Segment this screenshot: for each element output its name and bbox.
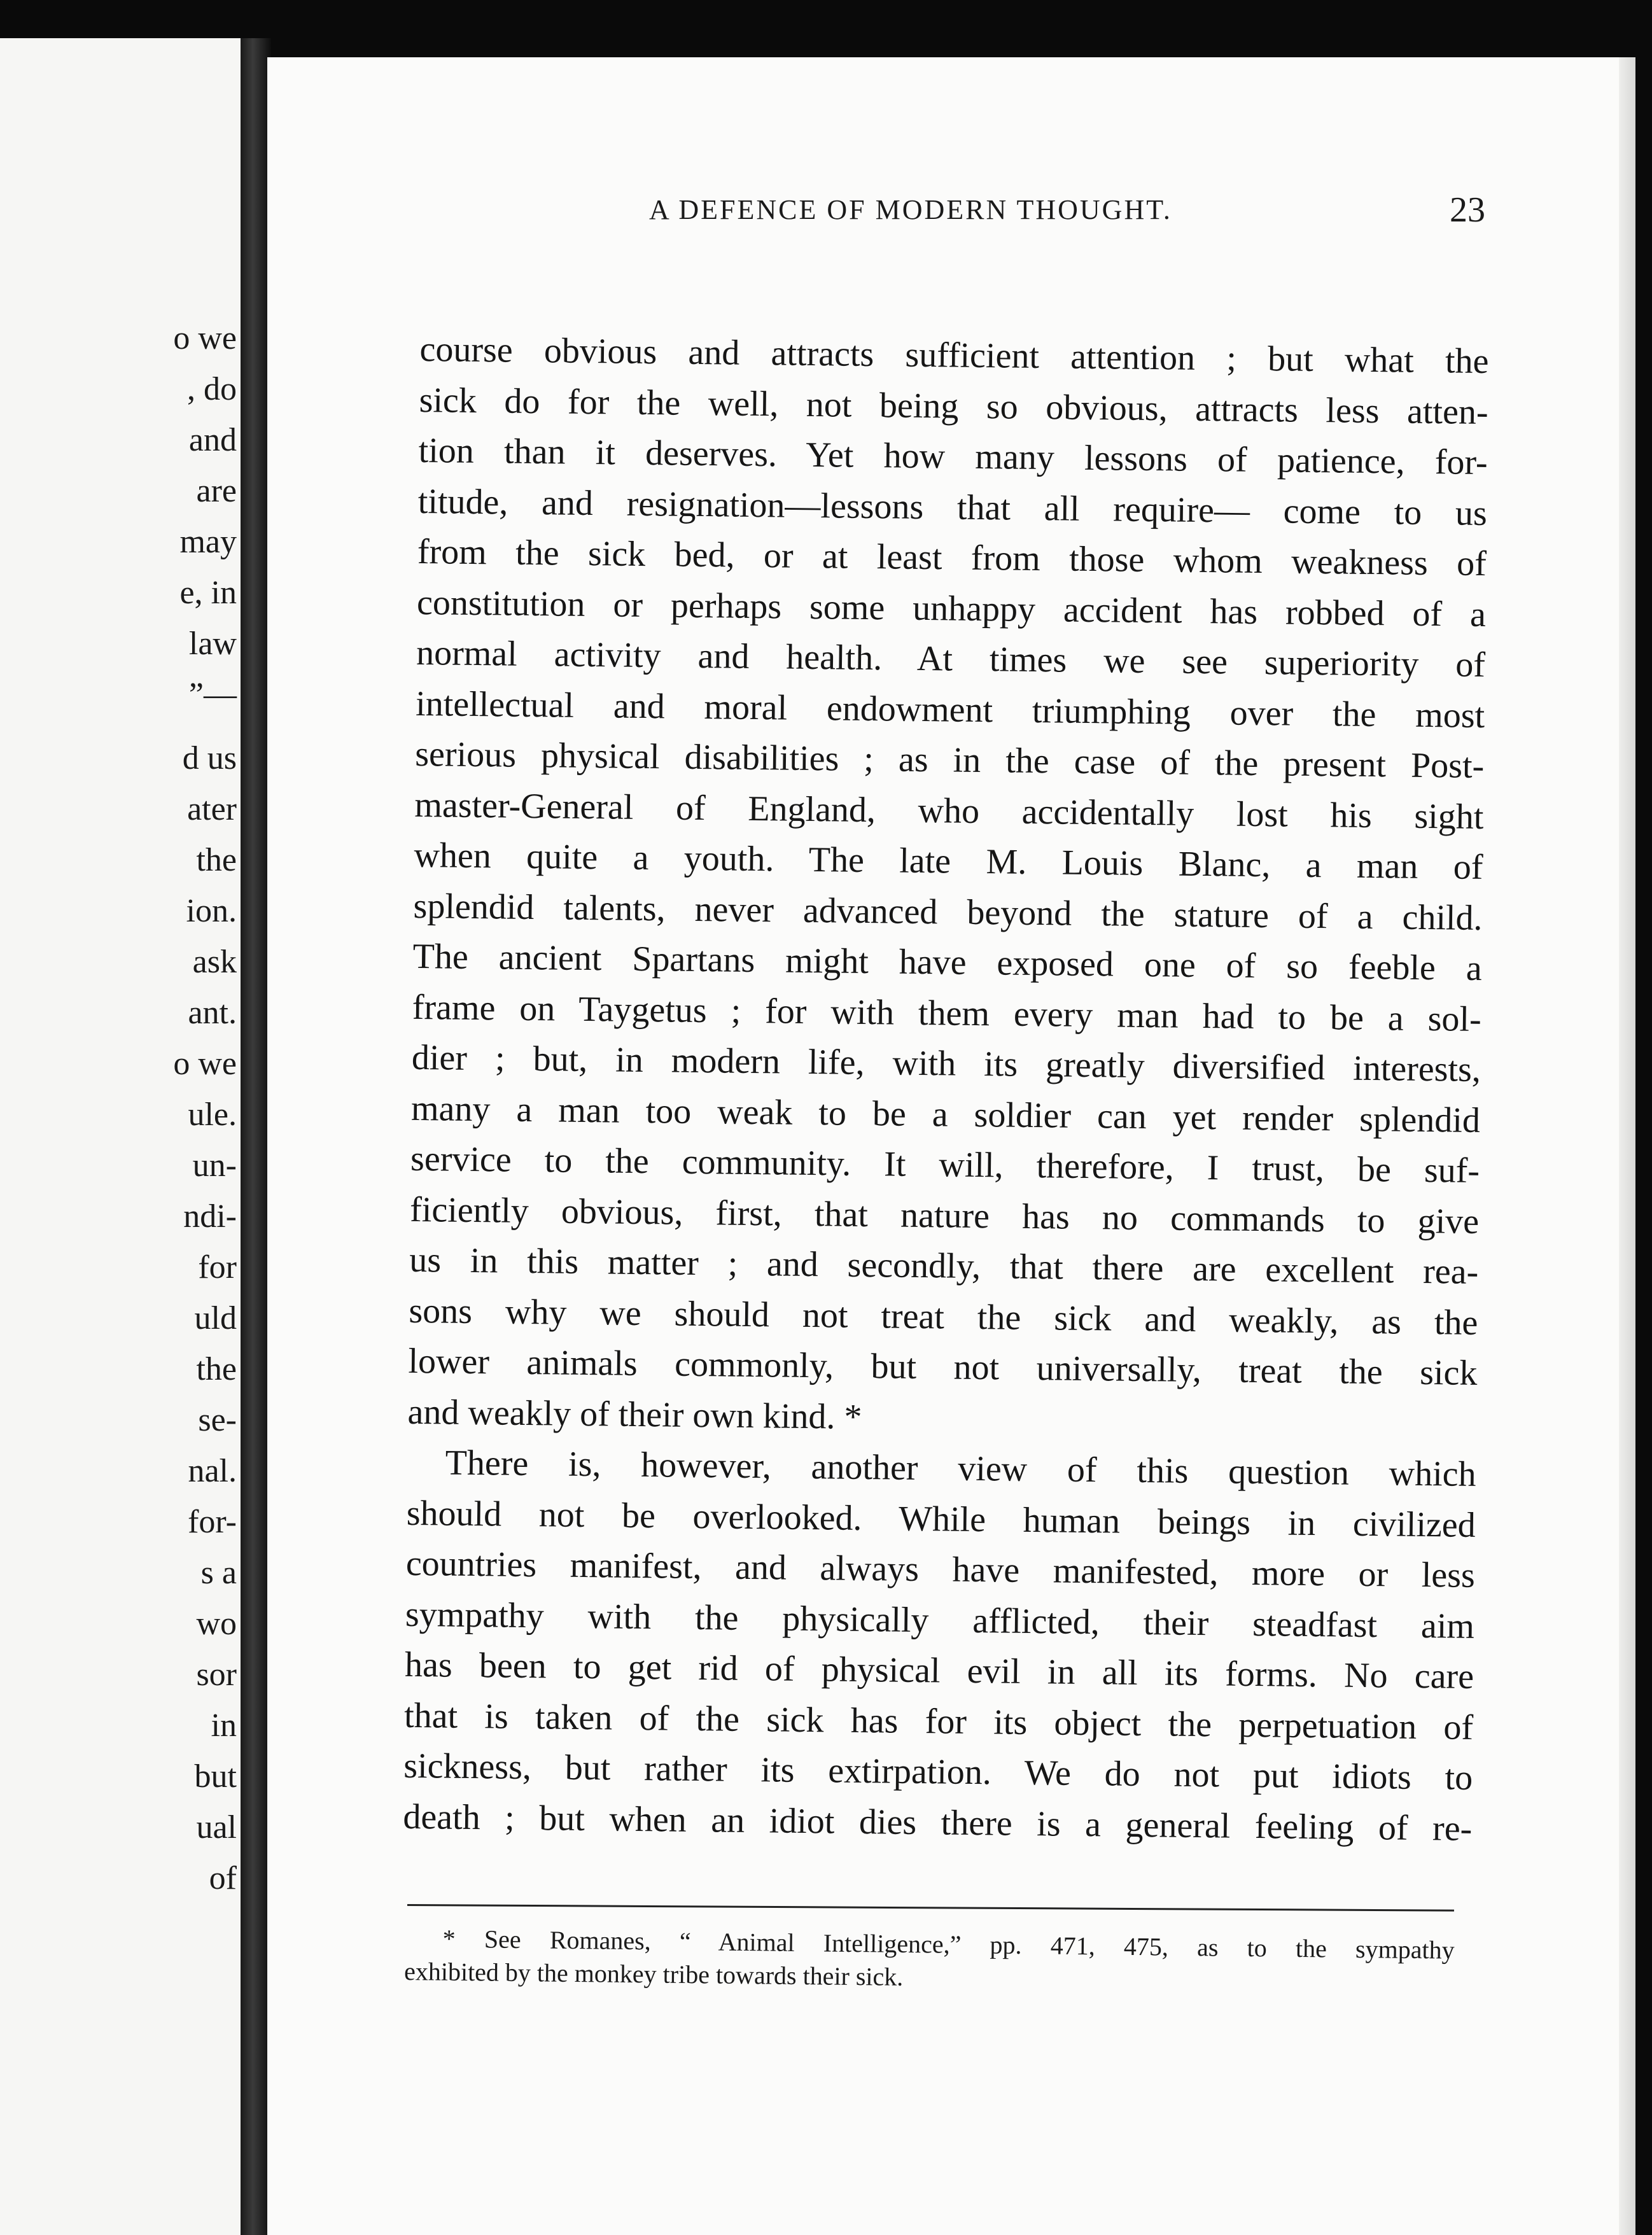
- text-line: sympathy with the physically afflicted, their steadfast aim: [405, 1594, 1475, 1646]
- left-page-fragment: ion.: [186, 893, 237, 929]
- left-page-fragment: wo: [196, 1606, 237, 1642]
- book-gutter: [241, 38, 271, 2235]
- text-line: intellectual and moral endowment triumphing over the most: [415, 683, 1485, 736]
- left-page-fragment: law: [188, 626, 237, 662]
- left-page-fragment: and: [188, 422, 237, 458]
- text-line: serious physical disabilities ; as in the case of the present Post-: [414, 734, 1485, 787]
- left-page-fragment: in: [211, 1707, 237, 1744]
- text-line: us in this matter ; and secondly, that there are excellent rea-: [409, 1240, 1479, 1292]
- left-page-fragment: e, in: [179, 575, 237, 611]
- text-line: should not be overlooked. While human beings in civilized: [406, 1493, 1476, 1545]
- text-line: constitution or perhaps some unhappy accident has robbed of a: [416, 582, 1487, 634]
- left-page-fragment: ant.: [188, 995, 237, 1031]
- left-page-fragment: o we: [173, 1046, 237, 1082]
- page-edge-shadow: [1619, 57, 1635, 2235]
- text-line: frame on Taygetus ; for with them every man had to be a sol-: [412, 987, 1482, 1039]
- text-line: many a man too weak to be a soldier can yet render splendid: [410, 1088, 1481, 1140]
- left-page-fragment: ule.: [188, 1096, 237, 1133]
- text-line: dier ; but, in modern life, with its greatly diversified interests,: [411, 1037, 1481, 1089]
- left-page-fragment: , do: [187, 371, 237, 407]
- left-page-fragment: are: [196, 473, 237, 509]
- left-page-fragment: sor: [196, 1657, 237, 1693]
- left-page-fragment: uld: [194, 1300, 237, 1336]
- text-line: that is taken of the sick has for its object the perpetuation of: [403, 1695, 1474, 1748]
- text-line: sickness, but rather its extirpation. We do not put idiots to: [403, 1746, 1473, 1798]
- text-line: normal activity and health. At times we see superiority of: [416, 633, 1486, 685]
- text-line: has been to get rid of physical evil in all its forms. No care: [404, 1644, 1474, 1697]
- left-page-fragment: d us: [182, 740, 237, 776]
- left-page-fragment: may: [179, 524, 237, 560]
- footnote-line: exhibited by the monkey tribe towards their sick.: [403, 1956, 904, 1991]
- left-page-fragment: ndi-: [183, 1198, 237, 1235]
- text-line: tion than it deserves. Yet how many lessons of patience, for-: [418, 430, 1488, 483]
- left-page-fragment: ”—: [188, 676, 237, 713]
- running-head: A DEFENCE OF MODERN THOUGHT.: [649, 194, 1172, 225]
- text-line: death ; but when an idiot dies there is a general feeling of re-: [403, 1797, 1473, 1849]
- footnote: [404, 1922, 1455, 2000]
- text-line: master-General of England, who accidentally lost his sight: [414, 785, 1484, 837]
- left-page-fragment: of: [209, 1860, 237, 1896]
- left-page-fragment: un-: [192, 1147, 237, 1184]
- left-page-fragment: for: [198, 1249, 237, 1286]
- text-line: ficiently obvious, first, that nature has no commands to give: [409, 1189, 1480, 1242]
- footnote-line: * See Romanes, “ Animal Intelligence,” pp. 471, 475, as to the sympathy: [442, 1924, 1455, 1965]
- text-line: when quite a youth. The late M. Louis Blanc, a man of: [414, 835, 1483, 888]
- left-page-fragment: ater: [187, 791, 237, 827]
- text-line: countries manifest, and always have manifested, more or less: [405, 1543, 1476, 1595]
- left-facing-page: [0, 38, 241, 2235]
- body-text: [403, 325, 1489, 1854]
- page-number: 23: [1450, 190, 1485, 230]
- left-page-fragment: ask: [192, 944, 237, 980]
- left-page-fragment: nal.: [188, 1453, 237, 1489]
- paragraph-start-line: There is, however, another view of this question which: [445, 1443, 1476, 1494]
- text-line: from the sick bed, or at least from those whom weakness of: [417, 531, 1487, 584]
- text-line: splendid talents, never advanced beyond the stature of a child.: [413, 886, 1483, 938]
- text-line: course obvious and attracts sufficient attention ; but what the: [419, 329, 1489, 382]
- text-line: titude, and resignation—lessons that all require— come to us: [417, 481, 1488, 533]
- text-line: The ancient Spartans might have exposed one of so feeble a: [412, 936, 1482, 988]
- left-page-fragment: ual: [196, 1809, 237, 1846]
- left-page-fragment: for-: [188, 1504, 237, 1540]
- text-line: and weakly of their own kind. *: [407, 1392, 862, 1437]
- left-page-fragment: se-: [198, 1402, 237, 1438]
- text-line: lower animals commonly, but not universally, treat the sick: [408, 1341, 1478, 1393]
- text-line: service to the community. It will, therefore, I trust, be suf-: [410, 1139, 1480, 1191]
- text-line: sick do for the well, not being so obvious, attracts less atten-: [419, 380, 1488, 432]
- left-page-fragment: the: [196, 1351, 237, 1387]
- left-page-fragment: the: [196, 842, 237, 878]
- text-line: sons why we should not treat the sick and weakly, as the: [409, 1291, 1478, 1343]
- left-page-fragment: s a: [200, 1555, 237, 1591]
- left-page-fragment: but: [194, 1758, 237, 1795]
- left-page-fragment: o we: [173, 320, 237, 356]
